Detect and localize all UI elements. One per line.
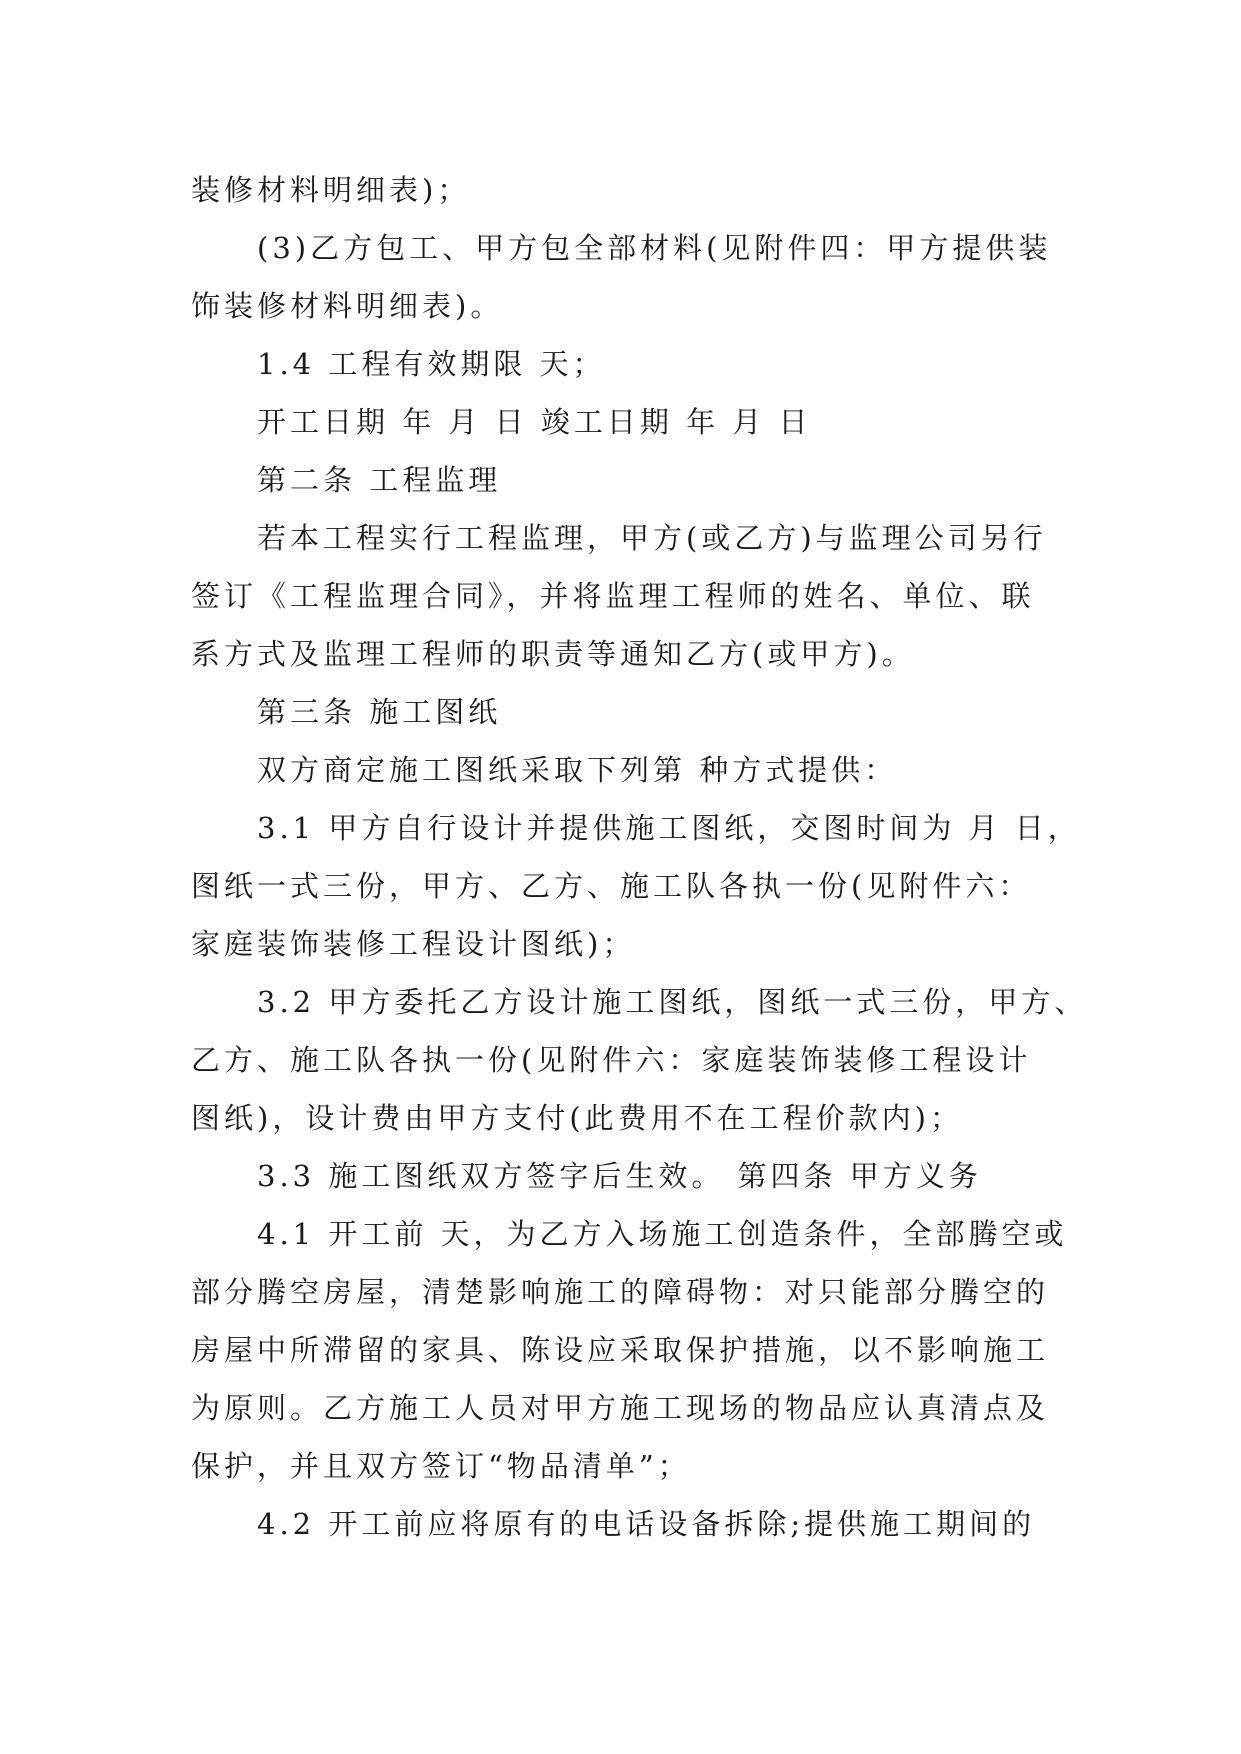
section-heading: 第三条 施工图纸	[257, 695, 502, 729]
text-line: 3.3 施工图纸双方签字后生效。 第四条 甲方义务	[257, 1159, 982, 1193]
text-line: (3)乙方包工、甲方包全部材料(见附件四：甲方提供装	[257, 231, 1052, 265]
text-line: 4.1 开工前 天，为乙方入场施工创造条件，全部腾空或	[257, 1217, 1068, 1251]
text-line: 双方商定施工图纸采取下列第 种方式提供：	[257, 753, 898, 787]
text-line: 4.2 开工前应将原有的电话设备拆除;提供施工期间的	[257, 1507, 1036, 1541]
text-line: 3.1 甲方自行设计并提供施工图纸，交图时间为 月 日，	[257, 811, 1081, 845]
text-line: 签订《工程监理合同》，并将监理工程师的姓名、单位、联	[191, 579, 1035, 613]
text-line: 房屋中所滞留的家具、陈设应采取保护措施，以不影响施工	[191, 1333, 1050, 1367]
text-line: 家庭装饰装修工程设计图纸)；	[191, 927, 636, 961]
section-heading: 第二条 工程监理	[257, 463, 502, 497]
text-line: 图纸一式三份，甲方、乙方、施工队各执一份(见附件六：	[191, 869, 1032, 903]
text-line: 1.4 工程有效期限 天；	[257, 347, 606, 381]
text-line: 部分腾空房屋，清楚影响施工的障碍物：对只能部分腾空的	[191, 1275, 1050, 1309]
text-line: 保护，并且双方签订“物品清单”；	[191, 1449, 691, 1483]
text-line: 开工日期 年 月 日 竣工日期 年 月 日	[257, 405, 812, 439]
text-line: 为原则。乙方施工人员对甲方施工现场的物品应认真清点及	[191, 1391, 1050, 1425]
text-line: 装修材料明细表)；	[191, 173, 471, 207]
text-line: 图纸)，设计费由甲方支付(此费用不在工程价款内)；	[191, 1101, 963, 1135]
text-line: 若本工程实行工程监理，甲方(或乙方)与监理公司另行	[257, 521, 1047, 555]
text-line: 系方式及监理工程师的职责等通知乙方(或甲方)。	[191, 637, 915, 671]
text-line: 3.2 甲方委托乙方设计施工图纸，图纸一式三份，甲方、	[257, 985, 1088, 1019]
text-line: 乙方、施工队各执一份(见附件六：家庭装饰装修工程设计	[191, 1043, 1032, 1077]
document-body	[191, 161, 1088, 1553]
text-line: 饰装修材料明细表)。	[191, 289, 504, 323]
